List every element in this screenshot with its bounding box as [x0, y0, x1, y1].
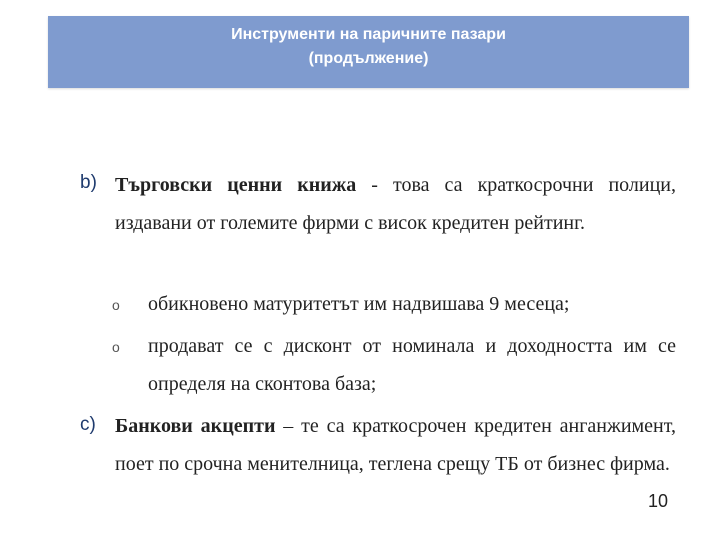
- term-commercial-paper: Търговски ценни книжа: [115, 174, 357, 196]
- slide-title-line-2: (продължение): [308, 50, 429, 67]
- term-bankers-acceptance: Банкови акцепти: [115, 415, 276, 437]
- definition-commercial-paper: - това са краткосрочни полици, издавани от големите фирми с висок кредитен рейтинг.: [115, 174, 676, 234]
- bullet-marker: o: [112, 297, 120, 313]
- list-marker-b: b): [80, 172, 97, 193]
- slide-title: [48, 23, 689, 71]
- bullet-text: продават се с дисконт от номинала и доходността им се определя на сконтова база;: [148, 335, 676, 395]
- list-item-b-text: [115, 166, 676, 242]
- page-number: 10: [648, 491, 669, 511]
- definition-bankers-acceptance: – те са краткосрочен кредитен анганжимент, поет по срочна менителница, теглена срещу ТБ от бизнес фирма.: [115, 415, 676, 475]
- slide-title-bar: [48, 16, 689, 88]
- bullet-marker: o: [112, 339, 120, 355]
- list-item-c-text: [115, 407, 676, 483]
- slide-title-line-1: Инструменти на паричните пазари: [231, 26, 506, 43]
- list-marker-c: c): [80, 414, 96, 435]
- bullet-text: обикновено матуритетът им надвишава 9 месеца;: [148, 293, 570, 315]
